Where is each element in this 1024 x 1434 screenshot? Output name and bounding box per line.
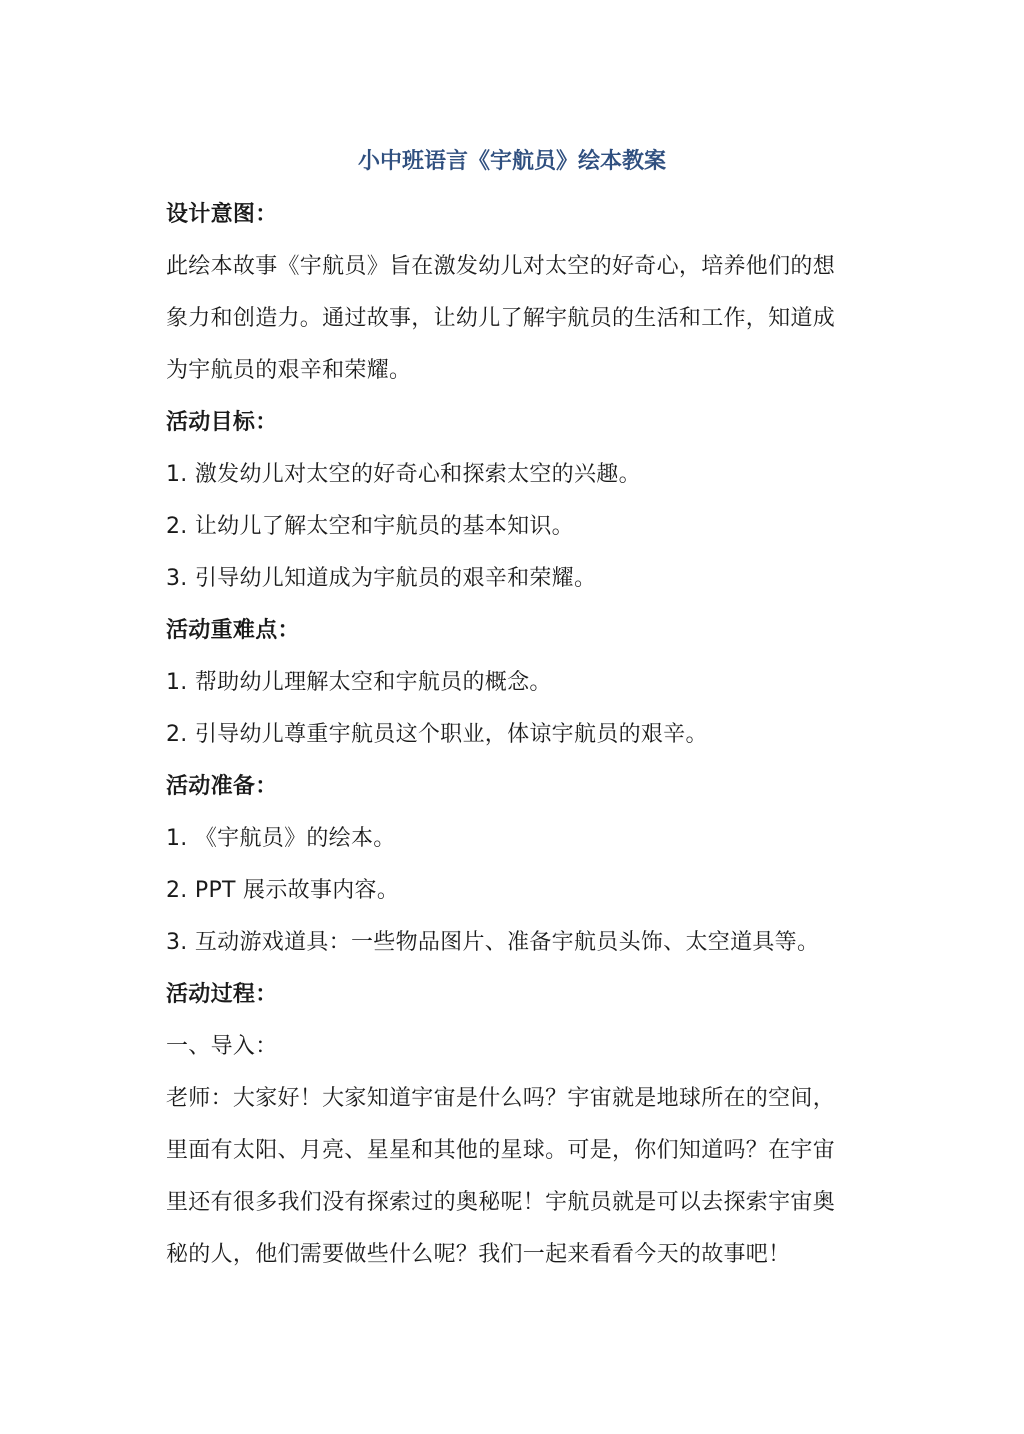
paragraph-line: 秘的人，他们需要做些什么呢？我们一起来看看今天的故事吧！ bbox=[166, 1242, 791, 1267]
list-item: 2. 让幼儿了解太空和宇航员的基本知识。 bbox=[166, 514, 574, 539]
section-heading-key-difficulties: 活动重难点： bbox=[166, 618, 300, 643]
paragraph-line: 里还有很多我们没有探索过的奥秘呢！宇航员就是可以去探索宇宙奥 bbox=[166, 1190, 836, 1215]
section-heading-design-intent: 设计意图： bbox=[166, 202, 278, 227]
document-title: 小中班语言《宇航员》绘本教案 bbox=[357, 149, 666, 174]
paragraph-line: 老师：大家好！大家知道宇宙是什么吗？宇宙就是地球所在的空间， bbox=[166, 1086, 836, 1111]
list-item: 1. 《宇航员》的绘本。 bbox=[166, 826, 396, 851]
list-item: 2. 引导幼儿尊重宇航员这个职业，体谅宇航员的艰辛。 bbox=[166, 722, 708, 747]
document-body bbox=[166, 189, 866, 1281]
list-item: 3. 引导幼儿知道成为宇航员的艰辛和荣耀。 bbox=[166, 566, 597, 591]
section-heading-process: 活动过程： bbox=[166, 982, 278, 1007]
section-heading-activity-goals: 活动目标： bbox=[166, 410, 278, 435]
list-item: 2. PPT 展示故事内容。 bbox=[166, 878, 400, 903]
paragraph-line: 此绘本故事《宇航员》旨在激发幼儿对太空的好奇心，培养他们的想 bbox=[166, 254, 836, 279]
paragraph-line: 为宇航员的艰辛和荣耀。 bbox=[166, 358, 412, 383]
list-item: 1. 帮助幼儿理解太空和宇航员的概念。 bbox=[166, 670, 552, 695]
paragraph-line: 里面有太阳、月亮、星星和其他的星球。可是，你们知道吗？在宇宙 bbox=[166, 1138, 836, 1163]
list-item: 3. 互动游戏道具：一些物品图片、准备宇航员头饰、太空道具等。 bbox=[166, 930, 820, 955]
subsection-heading-intro: 一、导入： bbox=[166, 1034, 278, 1059]
list-item: 1. 激发幼儿对太空的好奇心和探索太空的兴趣。 bbox=[166, 462, 641, 487]
section-heading-preparation: 活动准备： bbox=[166, 774, 278, 799]
paragraph-line: 象力和创造力。通过故事，让幼儿了解宇航员的生活和工作，知道成 bbox=[166, 306, 836, 331]
